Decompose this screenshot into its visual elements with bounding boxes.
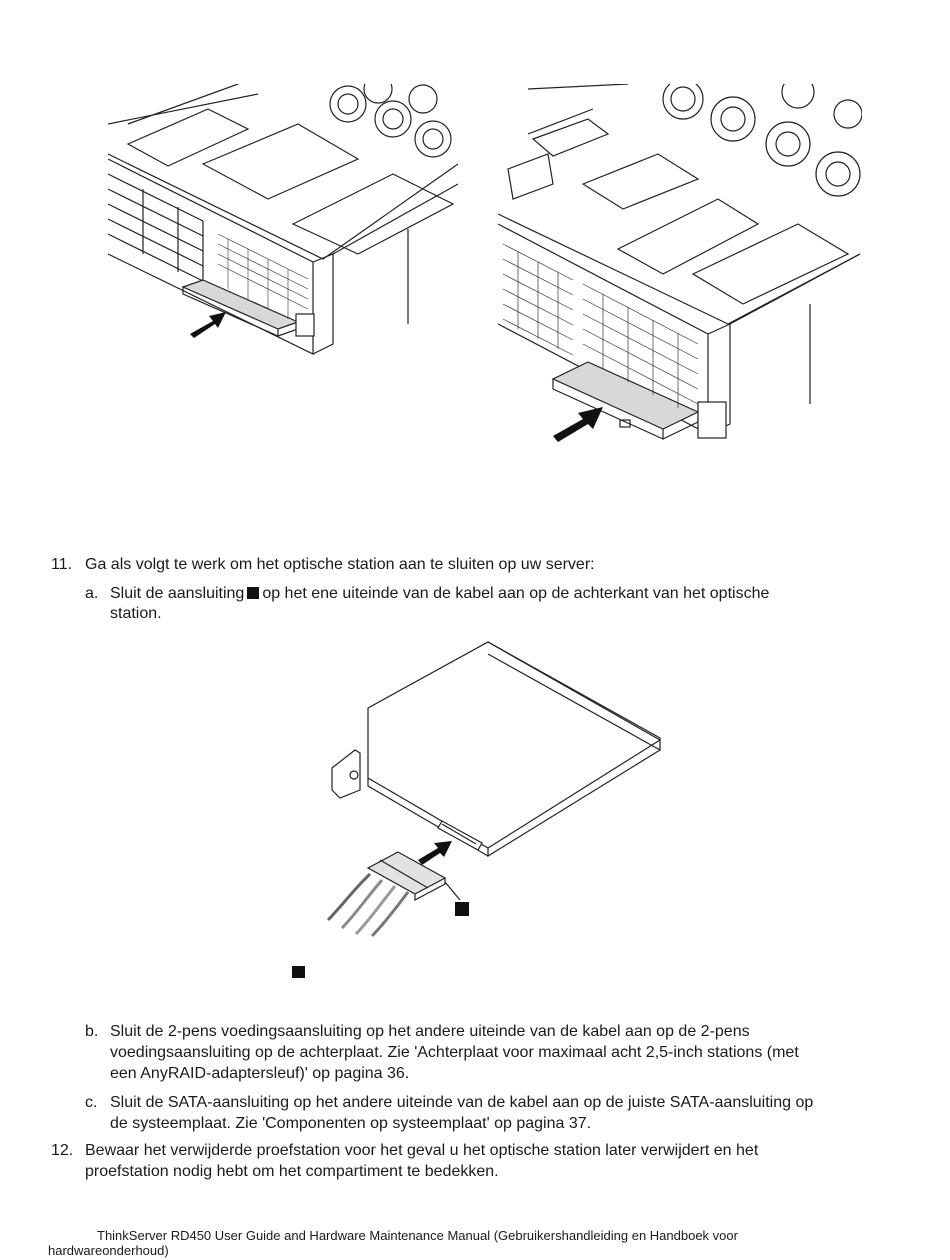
substep-text-line: de systeemplaat. Zie 'Componenten op systeemplaat' op pagina 37. bbox=[110, 1115, 592, 1132]
step-text: Ga als volgt te werk om het optische station aan te sluiten op uw server: bbox=[85, 556, 595, 573]
substep-text bbox=[110, 583, 769, 604]
substep-text-part: Sluit de aansluiting bbox=[110, 585, 245, 602]
step-text-line: proefstation nodig hebt om het compartiment te bedekken. bbox=[85, 1163, 499, 1180]
step-number: 11. bbox=[51, 556, 73, 573]
step-text-line: Bewaar het verwijderde proefstation voor het geval u het optische station later verwijdert en het bbox=[85, 1142, 759, 1159]
substep-text-line: een AnyRAID-adaptersleuf)' op pagina 36. bbox=[110, 1065, 410, 1082]
connector-callout-icon bbox=[247, 587, 259, 599]
callout-marker bbox=[292, 966, 305, 978]
substep-text-line: Sluit de 2-pens voedingsaansluiting op het andere uiteinde van de kabel aan op de 2-pens bbox=[110, 1023, 750, 1040]
substep-letter: c. bbox=[85, 1094, 98, 1111]
illustration-server-left bbox=[108, 84, 460, 364]
footer-line: hardwareonderhoud) bbox=[48, 1243, 169, 1258]
step-number: 12. bbox=[51, 1142, 74, 1159]
substep-letter: a. bbox=[85, 585, 99, 602]
substep-text-line: voedingsaansluiting op de achterplaat. Zie 'Achterplaat voor maximaal acht 2,5-inch stations (met bbox=[110, 1044, 799, 1061]
illustration-server-right bbox=[498, 84, 862, 454]
substep-text-part: op het ene uiteinde van de kabel aan op de achterkant van het optische bbox=[262, 585, 770, 602]
substep-text-line: Sluit de SATA-aansluiting op het andere uiteinde van de kabel aan op de juiste SATA-aansluiting op bbox=[110, 1094, 814, 1111]
substep-text-line: station. bbox=[110, 605, 162, 622]
footer-line: ThinkServer RD450 User Guide and Hardware Maintenance Manual (Gebruikershandleiding en Handboek voor bbox=[97, 1228, 738, 1243]
illustration-optical-drive-cable bbox=[320, 638, 670, 938]
callout-marker bbox=[455, 902, 469, 916]
substep-letter: b. bbox=[85, 1023, 99, 1040]
